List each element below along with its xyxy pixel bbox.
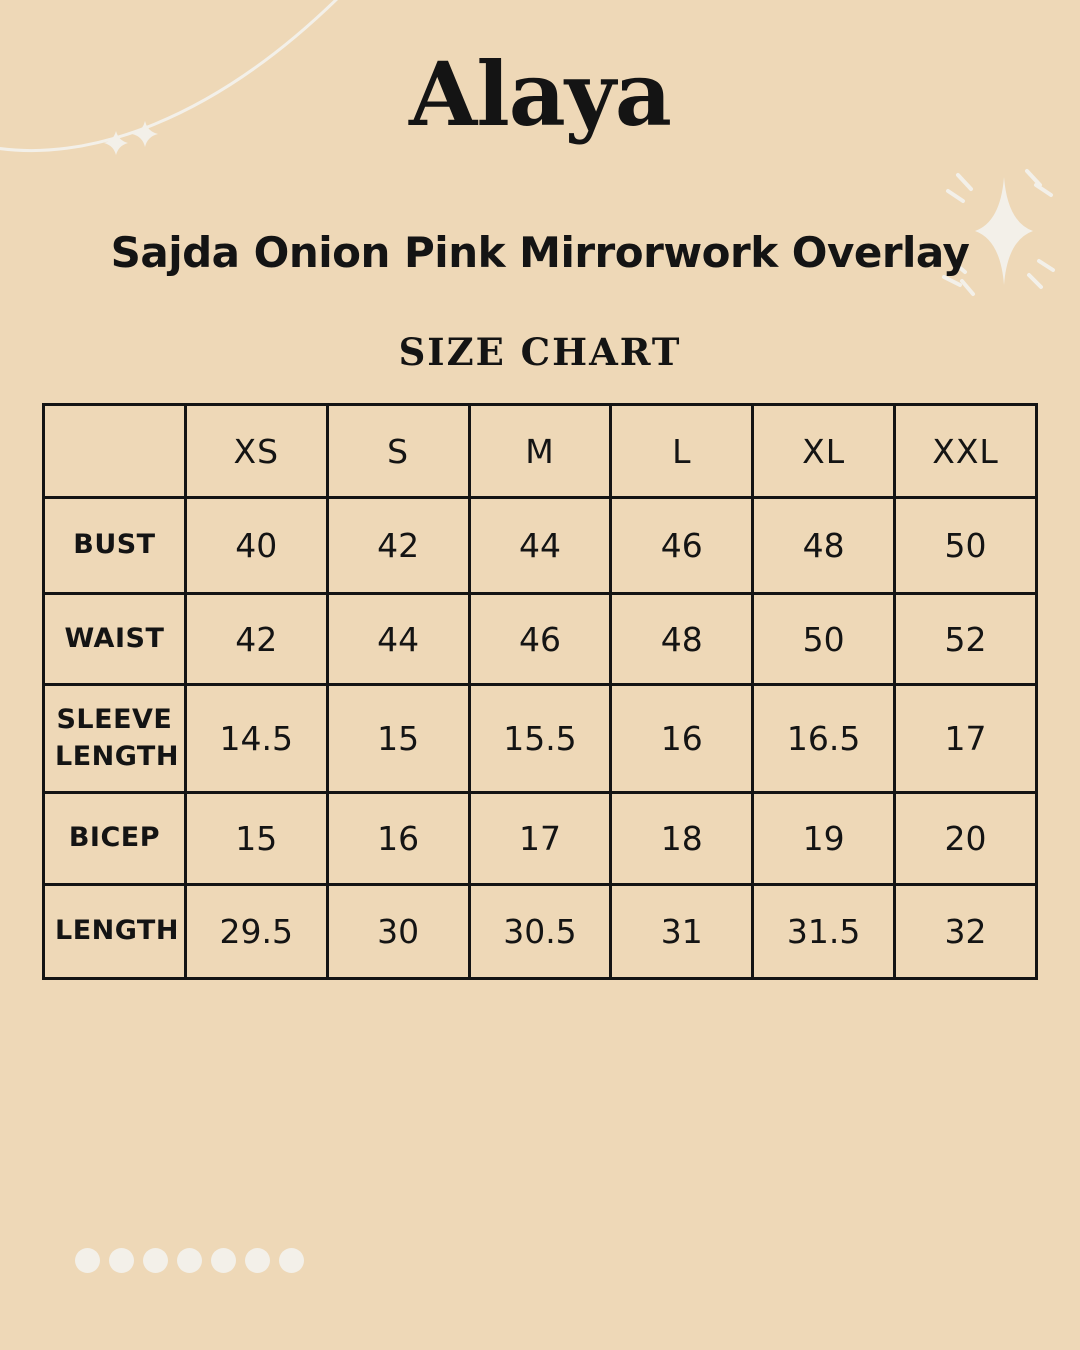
measurement-row-label: BUST xyxy=(44,498,186,594)
dot-icon xyxy=(75,1248,100,1273)
size-value: 44 xyxy=(469,498,611,594)
size-value: 40 xyxy=(185,498,327,594)
dot-icon xyxy=(143,1248,168,1273)
dot-icon xyxy=(109,1248,134,1273)
brand-logo: Alaya xyxy=(409,42,671,146)
measurement-row-label: LENGTH xyxy=(44,885,186,979)
size-column-header: XXL xyxy=(895,405,1037,498)
size-value: 30 xyxy=(327,885,469,979)
measurement-row-label: SLEEVE LENGTH xyxy=(44,685,186,793)
size-value: 46 xyxy=(469,594,611,685)
size-value: 15 xyxy=(327,685,469,793)
size-value: 29.5 xyxy=(185,885,327,979)
dots-decoration xyxy=(75,1248,304,1273)
table-row xyxy=(44,685,1037,793)
size-value: 46 xyxy=(611,498,753,594)
size-value: 16.5 xyxy=(753,685,895,793)
dot-icon xyxy=(177,1248,202,1273)
size-value: 50 xyxy=(753,594,895,685)
size-value: 44 xyxy=(327,594,469,685)
corner-cell xyxy=(44,405,186,498)
size-value: 31 xyxy=(611,885,753,979)
table-row xyxy=(44,885,1037,979)
size-value: 16 xyxy=(611,685,753,793)
size-chart-title: SIZE CHART xyxy=(398,330,682,374)
size-value: 50 xyxy=(895,498,1037,594)
size-value: 32 xyxy=(895,885,1037,979)
size-value: 18 xyxy=(611,793,753,885)
product-title: Sajda Onion Pink Mirrorwork Overlay xyxy=(110,228,970,277)
size-value: 16 xyxy=(327,793,469,885)
size-value: 42 xyxy=(327,498,469,594)
size-value: 20 xyxy=(895,793,1037,885)
size-column-header: XS xyxy=(185,405,327,498)
size-column-header: S xyxy=(327,405,469,498)
measurement-row-label: BICEP xyxy=(44,793,186,885)
size-value: 14.5 xyxy=(185,685,327,793)
dot-icon xyxy=(245,1248,270,1273)
size-value: 15.5 xyxy=(469,685,611,793)
size-value: 42 xyxy=(185,594,327,685)
dot-icon xyxy=(279,1248,304,1273)
size-column-header: XL xyxy=(753,405,895,498)
size-value: 48 xyxy=(753,498,895,594)
size-value: 52 xyxy=(895,594,1037,685)
size-value: 30.5 xyxy=(469,885,611,979)
size-chart-table xyxy=(42,403,1038,980)
size-value: 15 xyxy=(185,793,327,885)
size-column-header: L xyxy=(611,405,753,498)
table-row xyxy=(44,793,1037,885)
size-value: 48 xyxy=(611,594,753,685)
size-value: 31.5 xyxy=(753,885,895,979)
size-header-row xyxy=(44,405,1037,498)
measurement-row-label: WAIST xyxy=(44,594,186,685)
size-column-header: M xyxy=(469,405,611,498)
size-value: 17 xyxy=(469,793,611,885)
table-row xyxy=(44,498,1037,594)
table-row xyxy=(44,594,1037,685)
size-value: 17 xyxy=(895,685,1037,793)
size-value: 19 xyxy=(753,793,895,885)
dot-icon xyxy=(211,1248,236,1273)
